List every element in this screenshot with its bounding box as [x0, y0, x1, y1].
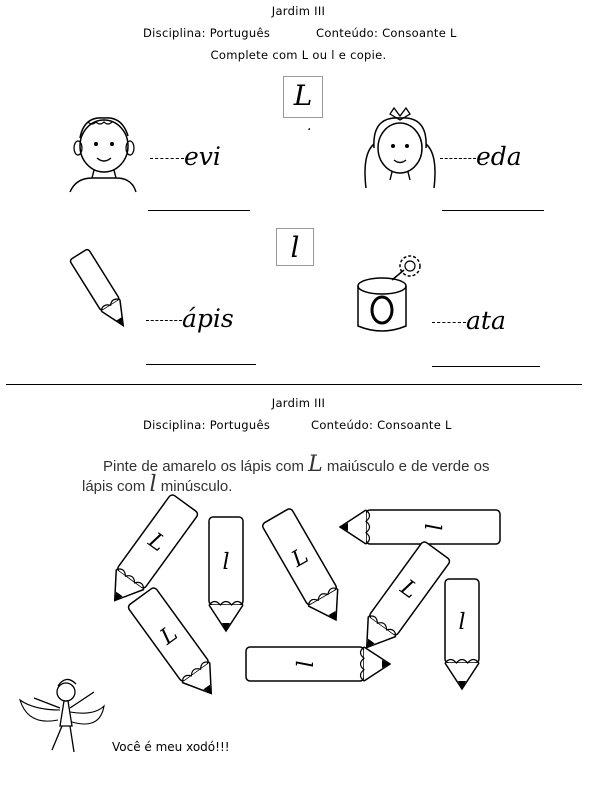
instruction-letter-upper: L	[308, 452, 323, 477]
copy-line-1[interactable]	[148, 210, 250, 211]
copy-line-2[interactable]	[442, 210, 544, 211]
instruction-letter-lower: l	[149, 472, 157, 497]
pencil-letter: l	[458, 610, 466, 635]
instruction-text: minúsculo.	[160, 478, 233, 495]
top-title: Jardim III	[271, 4, 326, 18]
lowercase-letter-box: l	[276, 228, 314, 266]
word-row-3	[146, 304, 234, 333]
pencil-letter: L	[395, 575, 423, 605]
bottom-title: Jardim III	[271, 396, 326, 410]
bottom-subject: Disciplina: Português	[143, 418, 271, 432]
instruction-text: maiúsculo e de verde os	[326, 458, 490, 475]
blank-dash	[150, 158, 184, 159]
word-row-1	[150, 142, 221, 171]
cut-line	[6, 384, 582, 385]
instruction-text: lápis com	[82, 478, 146, 495]
pencil-letter: l	[222, 550, 230, 575]
word-suffix: eda	[476, 142, 522, 171]
girl-face-picture	[360, 104, 440, 194]
pencil-picture	[66, 244, 136, 336]
top-instruction: Complete com L ou l e copie.	[210, 48, 387, 62]
boy-face-picture	[64, 108, 144, 194]
top-topic: Conteúdo: Consoante L	[316, 26, 457, 40]
can-picture	[352, 252, 432, 336]
dot-mark: .	[307, 118, 312, 134]
pencil-letter: l	[294, 660, 319, 668]
bottom-topic: Conteúdo: Consoante L	[311, 418, 452, 432]
instruction-text: Pinte de amarelo os lápis com	[103, 458, 304, 475]
word-suffix: evi	[184, 142, 221, 171]
footer-message: Você é meu xodó!!!	[112, 740, 230, 754]
top-subject: Disciplina: Português	[143, 26, 271, 40]
copy-line-4[interactable]	[432, 366, 540, 367]
fairy-picture	[14, 670, 110, 760]
pencil-letter: L	[143, 528, 171, 558]
word-suffix: ata	[466, 306, 506, 335]
pencil-letter: L	[287, 543, 313, 573]
pencil-to-color[interactable]	[236, 582, 400, 746]
pencil-to-color[interactable]	[397, 569, 527, 699]
pencil-to-color[interactable]	[106, 575, 246, 715]
blank-dash	[440, 158, 476, 159]
word-row-2	[440, 142, 522, 171]
word-suffix: ápis	[182, 304, 234, 333]
pencil-letter: L	[155, 621, 183, 651]
uppercase-letter-box: L	[283, 76, 323, 118]
copy-line-3[interactable]	[146, 364, 256, 365]
blank-dash	[432, 322, 466, 323]
word-row-4	[432, 306, 506, 335]
blank-dash	[146, 320, 182, 321]
pencil-letter: l	[419, 523, 444, 531]
